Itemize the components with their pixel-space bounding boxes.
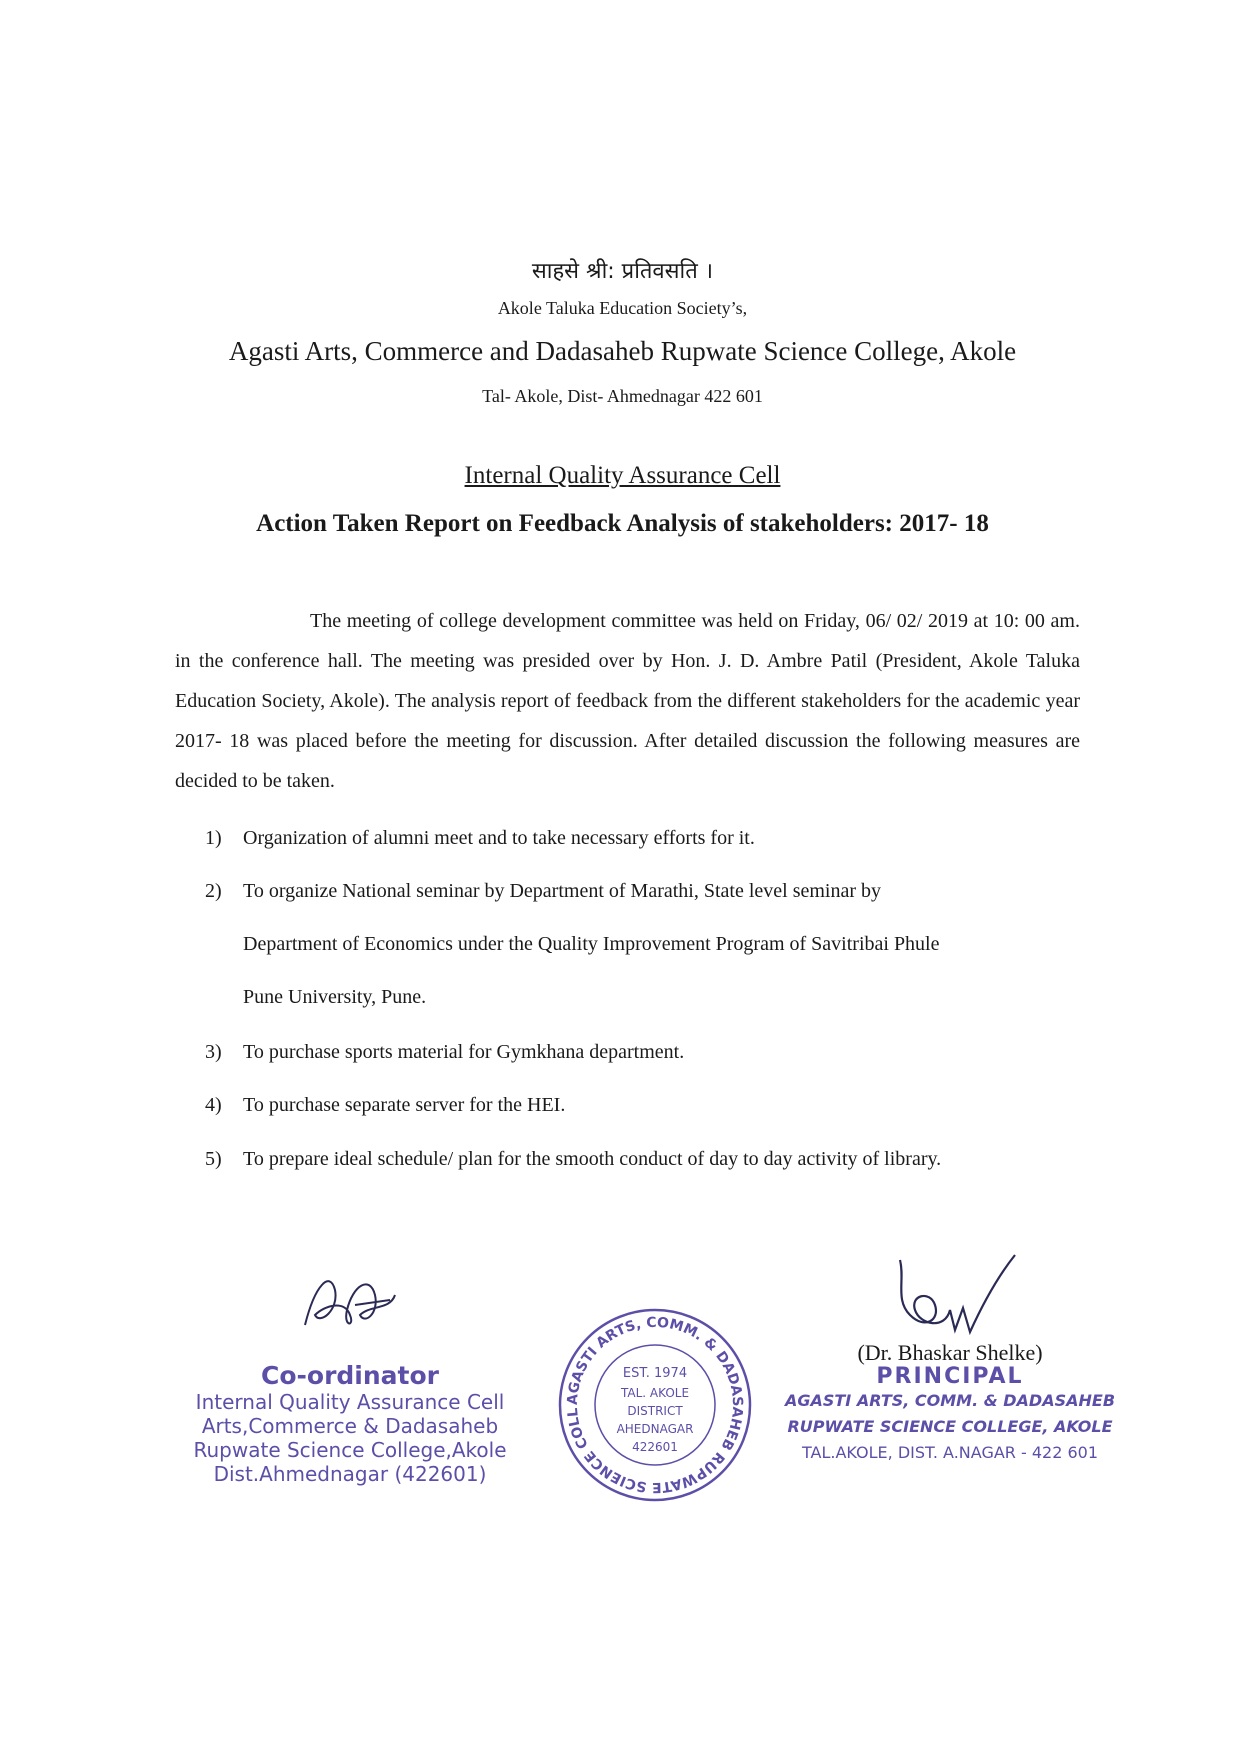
seal-pin: 422601 — [632, 1440, 678, 1454]
college-name: Agasti Arts, Commerce and Dadasaheb Rupwate Science College, Akole — [228, 336, 1017, 366]
principal-title: PRINCIPAL — [876, 1364, 1024, 1389]
seal-district: DISTRICT — [627, 1404, 683, 1418]
list-item-text: To purchase separate server for the HEI. — [243, 1094, 566, 1116]
seal-tal: TAL. AKOLE — [620, 1386, 690, 1400]
principal-stamp-line: TAL.AKOLE, DIST. A.NAGAR - 422 601 — [801, 1443, 1099, 1462]
coordinator-stamp-line: Arts,Commerce & Dadasaheb — [201, 1414, 499, 1438]
list-item-text: Organization of alumni meet and to take necessary efforts for it. — [243, 827, 755, 849]
list-item-number: 4) — [205, 1094, 222, 1116]
list-item-text: To purchase sports material for Gymkhana department. — [243, 1041, 685, 1063]
meeting-paragraph-text: The meeting of college development committee was held on Friday, 06/ 02/ 2019 at 10: 00 am. in the conference hall. The meeting was presided over by Hon. J. D. Ambre Patil (President, Akole Taluka Education Society, Akole). The analysis report of feedback from the different stakeholders for the academic year 2017- 18 was placed before the meeting for discussion. After detailed discussion the following measures are decided to be taken. — [175, 610, 1080, 792]
motto: साहसे श्री: प्रतिवसति । — [531, 259, 714, 284]
coordinator-stamp-line: Internal Quality Assurance Cell — [195, 1390, 505, 1414]
meeting-paragraph — [175, 601, 1080, 801]
list-item-number: 5) — [205, 1148, 222, 1170]
list-item-text: Department of Economics under the Quality Improvement Program of Savitribai Phule — [243, 933, 940, 955]
society-name: Akole Taluka Education Society’s, — [497, 298, 748, 318]
coordinator-stamp-line: Dist.Ahmednagar (422601) — [213, 1462, 487, 1486]
list-item-number: 3) — [205, 1041, 222, 1063]
list-item-text: To organize National seminar by Department of Marathi, State level seminar by — [243, 880, 882, 902]
coordinator-stamp — [190, 1362, 510, 1486]
list-item-text: To prepare ideal schedule/ plan for the smooth conduct of day to day activity of library. — [243, 1148, 942, 1170]
coordinator-signature — [295, 1265, 405, 1345]
coordinator-title: Co-ordinator — [261, 1361, 439, 1390]
list-item-number: 1) — [205, 827, 222, 849]
principal-name: (Dr. Bhaskar Shelke) — [857, 1340, 1043, 1365]
cell-title: Internal Quality Assurance Cell — [464, 462, 781, 489]
report-title: Action Taken Report on Feedback Analysis of stakeholders: 2017- 18 — [256, 510, 989, 537]
principal-stamp — [780, 1340, 1120, 1466]
principal-stamp-line: AGASTI ARTS, COMM. & DADASAHEB — [784, 1391, 1116, 1410]
principal-stamp-line: RUPWATE SCIENCE COLLEGE, AKOLE — [787, 1417, 1113, 1436]
college-address: Tal- Akole, Dist- Ahmednagar 422 601 — [482, 386, 763, 406]
seal-est: EST. 1974 — [622, 1366, 688, 1381]
coordinator-stamp-line: Rupwate Science College,Akole — [193, 1438, 507, 1462]
college-seal — [549, 1293, 755, 1505]
list-item-text: Pune University, Pune. — [243, 986, 427, 1008]
seal-ring-text: AGASTI ARTS, COMM. & DADASAHEB RUPWATE SCIENCE COLLEGE — [549, 1293, 746, 1496]
seal-city: AHEDNAGAR — [616, 1422, 694, 1436]
list-item-number: 2) — [205, 880, 222, 902]
